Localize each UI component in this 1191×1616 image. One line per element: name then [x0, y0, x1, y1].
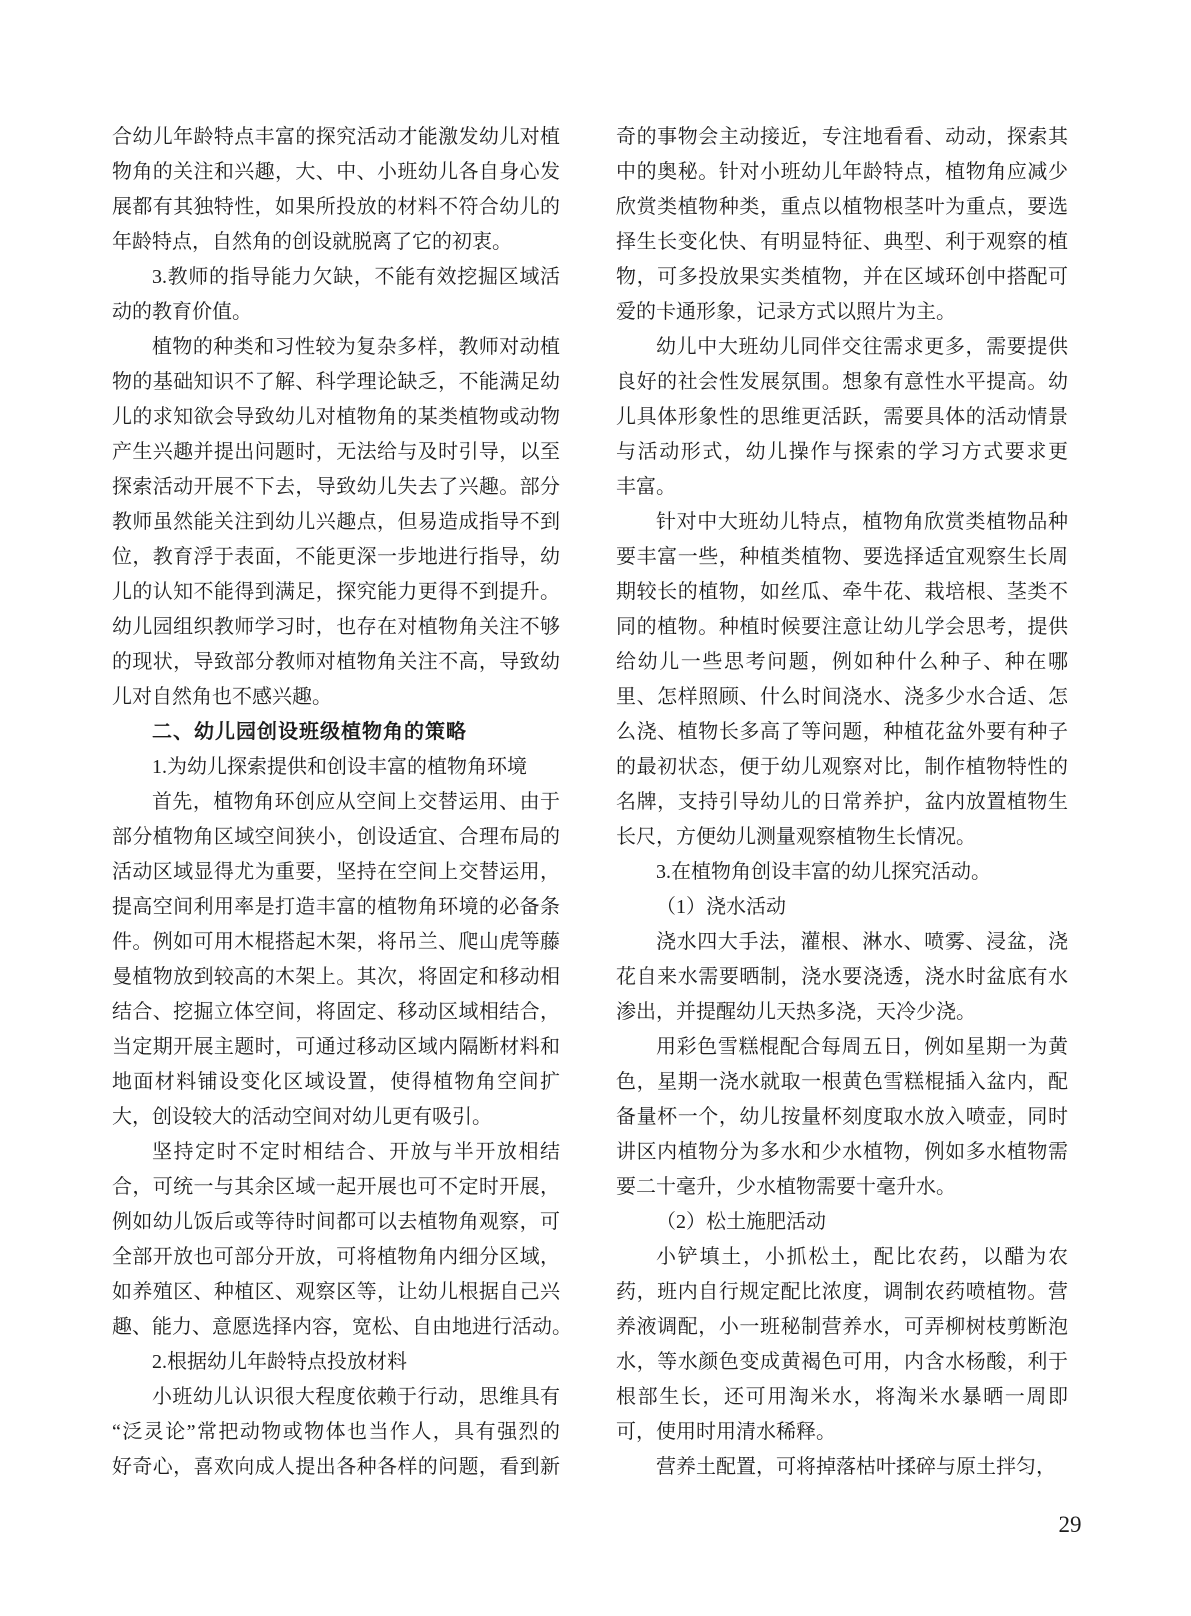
- text-line: 物的基础知识不了解、科学理论缺乏，不能满足幼: [112, 371, 560, 393]
- text-line: 欣赏类植物种类，重点以植物根茎叶为重点，要选: [616, 196, 1068, 218]
- text-line: 渗出，并提醒幼儿天热多浇，天冷少浇。: [616, 1001, 976, 1023]
- text-line: 药，班内自行规定配比浓度，调制农药喷植物。营: [616, 1281, 1068, 1303]
- text-line: 用彩色雪糕棍配合每周五日，例如星期一为黄: [656, 1036, 1068, 1058]
- text-line: 根部生长，还可用淘米水，将淘米水暴晒一周即: [616, 1386, 1068, 1408]
- text-line: 奇的事物会主动接近，专注地看看、动动，探索其: [616, 126, 1068, 148]
- text-line: 与活动形式，幼儿操作与探索的学习方式要求更: [616, 441, 1068, 463]
- text-line: 同的植物。种植时候要注意让幼儿学会思考，提供: [616, 616, 1068, 638]
- text-line: 探索活动开展不下去，导致幼儿失去了兴趣。部分: [112, 476, 560, 498]
- text-line: 2.根据幼儿年龄特点投放材料: [152, 1351, 407, 1373]
- text-line: 曼植物放到较高的木架上。其次，将固定和移动相: [112, 966, 560, 988]
- text-line: 合，可统一与其余区域一起开展也可不定时开展，: [112, 1176, 560, 1198]
- text-line: 备量杯一个，幼儿按量杯刻度取水放入喷壶，同时: [616, 1106, 1068, 1128]
- text-line: 幼儿园组织教师学习时，也存在对植物角关注不够: [112, 616, 560, 638]
- text-line: 活动区域显得尤为重要，坚持在空间上交替运用，: [112, 861, 560, 883]
- text-line: 3.教师的指导能力欠缺，不能有效挖掘区域活: [152, 266, 560, 288]
- text-line: 给幼儿一些思考问题，例如种什么种子、种在哪: [616, 651, 1068, 673]
- text-line: 的现状，导致部分教师对植物角关注不高，导致幼: [112, 651, 560, 673]
- text-line: 件。例如可用木棍搭起木架，将吊兰、爬山虎等藤: [112, 931, 560, 953]
- text-line: 针对中大班幼儿特点，植物角欣赏类植物品种: [656, 511, 1068, 533]
- text-line: 展都有其独特性，如果所投放的材料不符合幼儿的: [112, 196, 560, 218]
- text-line: 要丰富一些，种植类植物、要选择适宜观察生长周: [616, 546, 1068, 568]
- text-line: 植物的种类和习性较为复杂多样，教师对动植: [152, 336, 560, 358]
- text-line: 可，使用时用清水稀释。: [616, 1421, 836, 1443]
- text-column-right: [616, 120, 1068, 1485]
- text-line: 如养殖区、种植区、观察区等，让幼儿根据自己兴: [112, 1281, 560, 1303]
- text-line: 择生长变化快、有明显特征、典型、利于观察的植: [616, 231, 1068, 253]
- text-line: 动的教育价值。: [112, 301, 252, 323]
- text-line: 大，创设较大的活动空间对幼儿更有吸引。: [112, 1106, 492, 1128]
- text-line: 儿的求知欲会导致幼儿对植物角的某类植物或动物: [112, 406, 560, 428]
- text-line: 爱的卡通形象，记录方式以照片为主。: [616, 301, 956, 323]
- text-line: 养液调配，小一班秘制营养水，可弄柳树枝剪断泡: [616, 1316, 1068, 1338]
- text-line: （1）浇水活动: [656, 896, 786, 918]
- text-line: 部分植物角区域空间狭小，创设适宜、合理布局的: [112, 826, 560, 848]
- page-number: 29: [1058, 1512, 1082, 1537]
- text-line: 全部开放也可部分开放，可将植物角内细分区域，: [112, 1246, 560, 1268]
- text-line: 坚持定时不定时相结合、开放与半开放相结: [152, 1141, 560, 1163]
- text-line: 么浇、植物长多高了等问题，种植花盆外要有种子: [616, 721, 1068, 743]
- text-line: 浇水四大手法，灌根、淋水、喷雾、浸盆，浇: [656, 931, 1068, 953]
- text-line: 花自来水需要晒制，浇水要浇透，浇水时盆底有水: [616, 966, 1068, 988]
- text-line: 教师虽然能关注到幼儿兴趣点，但易造成指导不到: [112, 511, 560, 533]
- text-line: 良好的社会性发展氛围。想象有意性水平提高。幼: [616, 371, 1068, 393]
- text-line: 产生兴趣并提出问题时，无法给与及时引导，以至: [112, 441, 560, 463]
- text-line: “泛灵论”常把动物或物体也当作人，具有强烈的: [112, 1421, 560, 1443]
- text-line: 位，教育浮于表面，不能更深一步地进行指导，幼: [112, 546, 560, 568]
- text-line: 营养土配置，可将掉落枯叶揉碎与原土拌匀，: [656, 1456, 1056, 1478]
- text-line: 要二十毫升，少水植物需要十毫升水。: [616, 1176, 956, 1198]
- text-line: 小铲填土，小抓松土，配比农药，以醋为农: [656, 1246, 1068, 1268]
- text-line: 期较长的植物，如丝瓜、牵牛花、栽培根、茎类不: [616, 581, 1068, 603]
- section-heading: 二、幼儿园创设班级植物角的策略: [152, 721, 467, 743]
- text-line: 例如幼儿饭后或等待时间都可以去植物角观察，可: [112, 1211, 560, 1233]
- text-line: 3.在植物角创设丰富的幼儿探究活动。: [656, 861, 991, 883]
- text-line: 色，星期一浇水就取一根黄色雪糕棍插入盆内，配: [616, 1071, 1068, 1093]
- text-line: 首先，植物角环创应从空间上交替运用、由于: [152, 791, 560, 813]
- text-line: 好奇心，喜欢向成人提出各种各样的问题，看到新: [112, 1456, 560, 1478]
- text-line: 合幼儿年龄特点丰富的探究活动才能激发幼儿对植: [112, 126, 560, 148]
- text-line: 儿具体形象性的思维更活跃，需要具体的活动情景: [616, 406, 1068, 428]
- text-line: 物，可多投放果实类植物，并在区域环创中搭配可: [616, 266, 1068, 288]
- text-line: 提高空间利用率是打造丰富的植物角环境的必备条: [112, 896, 560, 918]
- text-line: 中的奥秘。针对小班幼儿年龄特点，植物角应减少: [616, 161, 1068, 183]
- text-line: 1.为幼儿探索提供和创设丰富的植物角环境: [152, 756, 527, 778]
- text-line: 丰富。: [616, 476, 676, 498]
- text-line: 儿对自然角也不感兴趣。: [112, 686, 332, 708]
- text-line: 年龄特点，自然角的创设就脱离了它的初衷。: [112, 231, 512, 253]
- text-line: 当定期开展主题时，可通过移动区域内隔断材料和: [112, 1036, 560, 1058]
- text-line: 趣、能力、意愿选择内容，宽松、自由地进行活动。: [112, 1316, 572, 1338]
- text-line: 幼儿中大班幼儿同伴交往需求更多，需要提供: [656, 336, 1068, 358]
- text-line: 物角的关注和兴趣，大、中、小班幼儿各自身心发: [112, 161, 560, 183]
- text-line: 讲区内植物分为多水和少水植物，例如多水植物需: [616, 1141, 1068, 1163]
- text-line: 地面材料铺设变化区域设置，使得植物角空间扩: [112, 1071, 560, 1093]
- text-column-left: [112, 120, 572, 1485]
- text-line: 名牌，支持引导幼儿的日常养护，盆内放置植物生: [616, 791, 1068, 813]
- text-line: 小班幼儿认识很大程度依赖于行动，思维具有: [152, 1386, 560, 1408]
- text-line: 结合、挖掘立体空间，将固定、移动区域相结合，: [112, 1001, 560, 1023]
- text-line: 水，等水颜色变成黄褐色可用，内含水杨酸，利于: [616, 1351, 1068, 1373]
- text-line: （2）松土施肥活动: [656, 1211, 826, 1233]
- text-line: 里、怎样照顾、什么时间浇水、浇多少水合适、怎: [616, 686, 1068, 708]
- text-line: 的最初状态，便于幼儿观察对比，制作植物特性的: [616, 756, 1068, 778]
- text-line: 长尺，方便幼儿测量观察植物生长情况。: [616, 826, 976, 848]
- text-line: 儿的认知不能得到满足，探究能力更得不到提升。: [112, 581, 560, 603]
